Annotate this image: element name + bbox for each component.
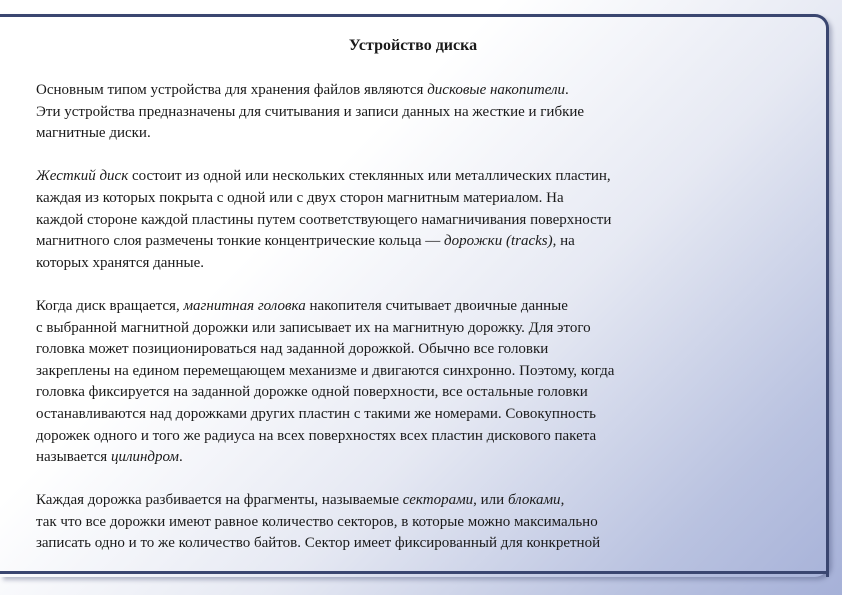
text-line: называется цилиндром.: [36, 449, 183, 466]
text-line: каждой стороне каждой пластины путем соответствующего намагничивания поверхности: [36, 211, 612, 228]
body-text: [36, 80, 776, 577]
slide-title: Устройство диска: [348, 37, 478, 54]
text-line: Когда диск вращается, магнитная головка накопителя считывает двоичные данные: [36, 297, 568, 314]
text-line: записать одно и то же количество байтов. Сектор имеет фиксированный для конкретной: [36, 535, 601, 552]
text-line: Эти устройства предназначены для считывания и записи данных на жесткие и гибкие: [36, 103, 585, 120]
text-line: с выбранной магнитной дорожки или записывает их на магнитную дорожку. Для этого: [36, 319, 591, 336]
text-line: останавливаются над дорожками других пластин с такими же номерами. Совокупность: [36, 405, 596, 422]
text-line: которых хранятся данные.: [36, 254, 204, 271]
text-line: Основным типом устройства для хранения файлов являются дисковые накопители.: [36, 82, 569, 98]
text-line: дорожек одного и того же радиуса на всех поверхностях всех пластин дискового пакета: [36, 427, 597, 444]
paragraph-hard-disk: [36, 166, 776, 274]
text-line: магнитные диски.: [36, 125, 151, 142]
term-hard-disk: Жесткий диск: [36, 168, 129, 185]
text-line: головка может позиционироваться над заданной дорожкой. Обычно все головки: [36, 341, 549, 358]
text-line: так что все дорожки имеют равное количество секторов, в которые можно максимально: [36, 513, 598, 530]
term-sectors: секторами: [402, 492, 474, 509]
text-line: магнитного слоя размечены тонкие концентрические кольца — дорожки (tracks), на: [36, 233, 575, 250]
paragraph-sectors: [36, 490, 776, 555]
paragraph-disk-drives: [36, 80, 776, 145]
text-line: Каждая дорожка разбивается на фрагменты, называемые секторами, или блоками,: [36, 492, 565, 509]
paragraph-magnetic-head: [36, 296, 776, 469]
term-tracks: дорожки (tracks): [444, 233, 553, 250]
term-cylinder: цилиндром: [110, 449, 180, 466]
text-line: закреплены на едином перемещающем механизме и двигаются синхронно. Поэтому, когда: [36, 362, 615, 379]
term-blocks: блоками: [507, 492, 561, 509]
text-line: головка фиксируется на заданной дорожке одной поверхности, все остальные головки: [36, 384, 588, 401]
term-magnetic-head: магнитная головка: [183, 297, 306, 314]
term-disk-drives: дисковые накопители: [427, 82, 566, 98]
text-line: каждая из которых покрыта с одной или с двух сторон магнитным материалом. На: [36, 189, 564, 206]
text-line: Жесткий диск состоит из одной или нескольких стеклянных или металлических пластин,: [36, 168, 611, 185]
